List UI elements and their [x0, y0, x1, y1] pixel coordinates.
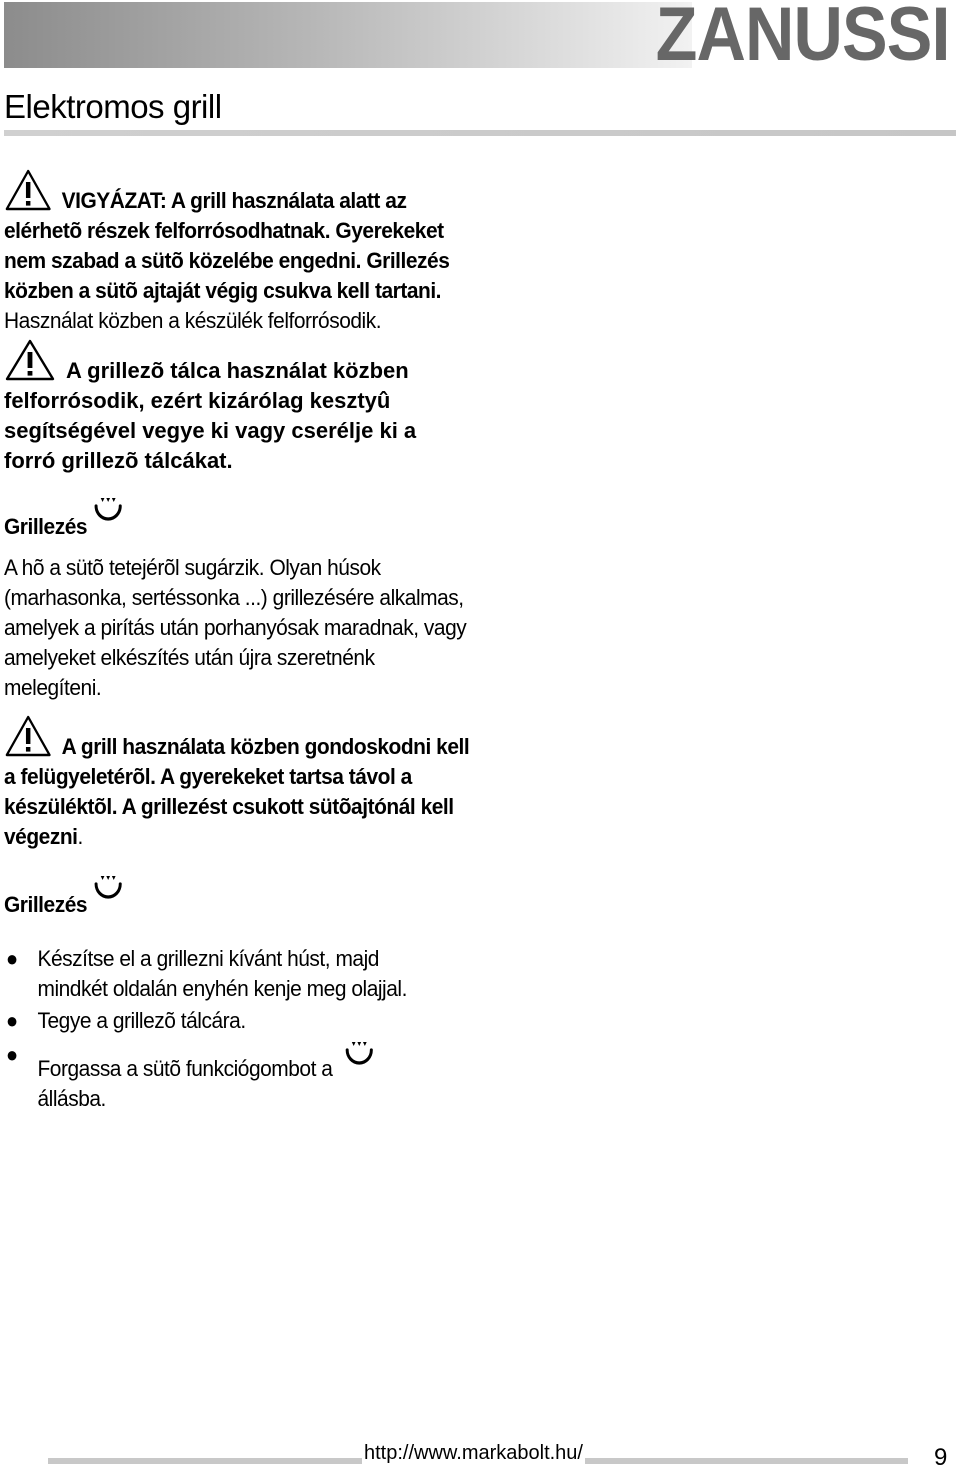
bullet-icon: ●: [5, 1008, 18, 1033]
section-1-body: A hõ a sütõ tetejérõl sugárzik. Olyan húsok (marhasonka, sertéssonka ...) grillezésére alkalmas, amelyek a pirítás után porhanyósak maradnak, vagy amelyeket elkészítés után újra szeretnénk melegíteni.: [4, 555, 467, 700]
warning-block-2: [4, 338, 464, 476]
instruction-list: [4, 944, 450, 1116]
grill-symbol-icon: [342, 1040, 377, 1074]
title-divider: [4, 130, 956, 136]
page-number: 9: [934, 1444, 948, 1471]
brand-logo: ZANUSSI: [656, 0, 950, 77]
warning-2-text: A grillezõ tálca használat közben felforrósodik, ezért kizárólag kesztyû segítségével vegye ki vagy cserélje ki a forró grillezõ tálcákat.: [4, 358, 417, 473]
bullet-icon: ●: [5, 1042, 18, 1067]
warning-1-normal-text: Használat közben a készülék felforrósodik.: [4, 308, 382, 333]
header-bar: [4, 2, 692, 68]
list-item: [4, 944, 450, 1004]
grill-symbol-icon: [91, 496, 126, 530]
grill-symbol-icon: [91, 874, 126, 908]
warning-triangle-icon: [4, 168, 52, 212]
list-item-text: állásba.: [37, 1086, 106, 1111]
section-1-heading-text: Grillezés: [4, 514, 88, 539]
page-title: Elektromos grill: [4, 88, 222, 125]
list-item-text: Tegye a grillezõ tálcára.: [37, 1008, 246, 1033]
warning-1-bold-text: VIGYÁZAT: A grill használata alatt az elérhetõ részek felforrósodhatnak. Gyerekeket nem szabad a sütõ közelébe engedni. Grillezés közben a sütõ ajtaját végig csukva kell tartani.: [4, 188, 450, 303]
warning-block-3: [4, 714, 474, 852]
list-item-text: Készítse el a grillezni kívánt húst, majd mindkét oldalán enyhén kenje meg olajjal.: [37, 946, 407, 1001]
bullet-icon: ●: [5, 946, 18, 971]
section-2-heading-text: Grillezés: [4, 892, 88, 917]
list-item: [4, 1006, 450, 1036]
warning-3-bold-text: A grill használata közben gondoskodni kell a felügyeletérõl. A gyerekeket tartsa távol a készüléktõl. A grillezést csukott sütõajtónál kell végezni: [4, 734, 470, 849]
warning-triangle-icon: [4, 714, 52, 758]
section-heading-grillezes-1: [4, 496, 474, 539]
warning-triangle-icon: [4, 338, 56, 382]
warning-block-1: [4, 168, 474, 336]
list-item-text: Forgassa a sütõ funkciógombot a: [37, 1056, 333, 1081]
section-heading-grillezes-2: [4, 874, 474, 917]
footer-url: http://www.markabolt.hu/: [364, 1442, 583, 1464]
warning-3-normal-text: .: [77, 824, 83, 849]
list-item: [4, 1040, 450, 1114]
